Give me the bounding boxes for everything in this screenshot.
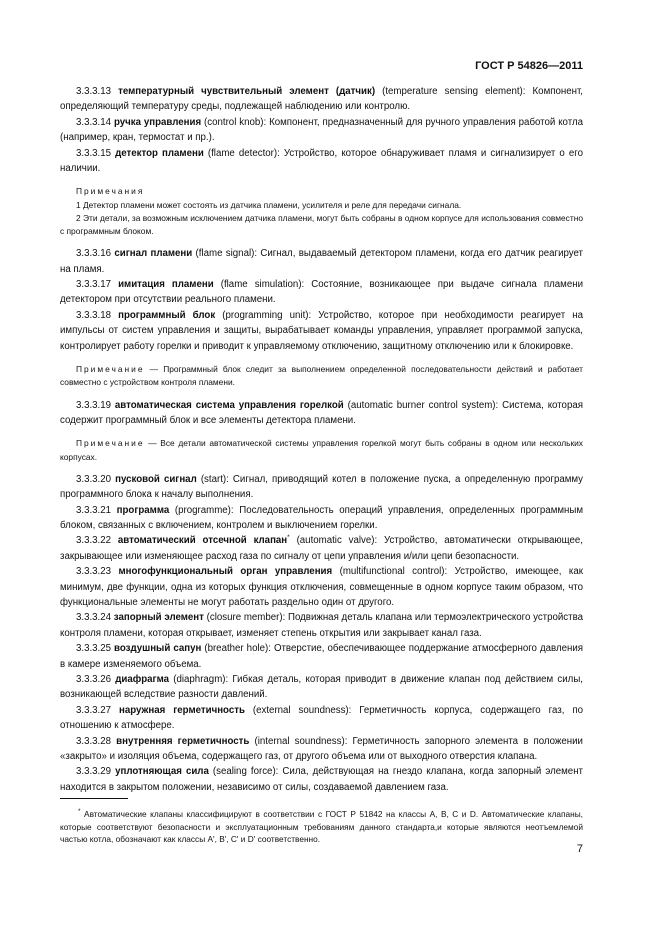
term-name: воздушный сапун <box>114 643 202 655</box>
term-number: 3.3.3.15 <box>76 147 112 159</box>
definition-3-3-3-18 <box>60 308 583 354</box>
footnote-text: Автоматические клапаны классифицируют в соответствии с ГОСТ Р 51842 на классы A, B, C и D. Автоматические клапаны, которые соответствуют безопасности и эксплуатационным требованиям данного стандарта,и которые являются неотъемлемой частью котла, обозначают как классы A', B', C' и D' соответственно. <box>60 809 583 845</box>
note-block-flame-detector <box>60 185 583 238</box>
definition-3-3-3-13 <box>60 84 583 115</box>
term-definition: (closure member): Подвижная деталь клапана или термоэлектрического устройства контроля пламени, которая открывает, изменяет степень открытия или закрывает канал газа. <box>60 612 584 639</box>
note-label: Примечание <box>76 438 145 449</box>
term-number: 3.3.3.25 <box>76 643 112 655</box>
definition-3-3-3-16 <box>60 246 583 277</box>
term-definition: (start): Сигнал, приводящий котел в положение пуска, а определенную программу программного блока к началу выполнения. <box>60 473 583 501</box>
term-name: детектор пламени <box>115 147 204 159</box>
term-number: 3.3.3.24 <box>76 612 112 624</box>
term-definition: (breather hole): Отверстие, обеспечивающее поддержание атмосферного давления в камере изменяемого объема. <box>60 643 583 670</box>
term-definition: (automatic valve): Устройство, автоматически открывающее, закрывающее или изменяющее расход газа по сигналу от цепи управления и/или цепи безопасности. <box>60 535 583 562</box>
term-definition: (multifunctional control): Устройство, имеющее, как минимум, две функции, одна из которых функция отключения, совмещенные в одном корпусе таким образом, что функциональные элементы не могут работать раздельно один от другого. <box>60 566 583 608</box>
definition-3-3-3-15 <box>60 146 583 177</box>
note-text: — Все детали автоматической системы управления горелкой могут быть собраны в одном или нескольких корпусах. <box>60 438 583 462</box>
term-number: 3.3.3.19 <box>76 399 112 411</box>
term-name: диафрагма <box>115 674 170 685</box>
term-number: 3.3.3.28 <box>76 735 112 747</box>
term-number: 3.3.3.14 <box>76 116 112 128</box>
term-name: автоматический отсечной клапан <box>117 535 288 547</box>
term-number: 3.3.3.26 <box>76 674 112 685</box>
definition-3-3-3-19 <box>60 398 583 429</box>
standard-designation: ГОСТ Р 54826—2011 <box>475 60 583 72</box>
term-number: 3.3.3.21 <box>76 504 112 516</box>
footnote-reference: * <box>287 534 290 542</box>
term-name: имитация пламени <box>118 279 214 291</box>
term-name: внутренняя герметичность <box>116 735 250 747</box>
term-name: уплотняющая сила <box>115 766 209 778</box>
note-heading: Примечания <box>76 186 145 197</box>
note-item-2: 2 Эти детали, за возможным исключением датчика пламени, могут быть собраны в одном корпусе для использования совместно с программным блоком. <box>60 212 583 237</box>
term-number: 3.3.3.27 <box>76 704 112 716</box>
term-definition: (internal soundness): Герметичность запорного элемента в положении «закрыто» и изоляция объема, содержащего газ, от другого объема или от выходного отверстия клапана. <box>60 735 583 763</box>
term-number: 3.3.3.22 <box>76 535 112 547</box>
definition-3-3-3-28 <box>60 734 583 765</box>
term-name: пусковой сигнал <box>115 473 197 485</box>
term-name: программа <box>116 504 170 516</box>
term-name: запорный элемент <box>113 612 204 624</box>
term-number: 3.3.3.13 <box>76 86 112 97</box>
definition-3-3-3-22 <box>60 533 583 564</box>
term-name: ручка управления <box>113 116 202 128</box>
term-definition: (diaphragm): Гибкая деталь, которая приводит в движение клапан под действием силы, возникающей вследствие разности давлений. <box>60 674 583 701</box>
term-number: 3.3.3.17 <box>76 279 112 291</box>
term-number: 3.3.3.23 <box>76 566 112 578</box>
term-number: 3.3.3.29 <box>76 766 112 778</box>
page-number: 7 <box>576 843 583 855</box>
definition-3-3-3-14 <box>60 115 583 146</box>
footnote-mark: * <box>78 808 81 816</box>
term-definition: (automatic burner control system): Система, которая содержит программный блок и все элементы детектора пламени. <box>60 399 583 426</box>
term-number: 3.3.3.20 <box>76 473 112 485</box>
definition-3-3-3-27 <box>60 703 583 734</box>
term-definition: (external soundness): Герметичность корпуса, содержащего газ, по отношению к атмосфере. <box>60 704 583 732</box>
term-name: наружная герметичность <box>118 704 245 716</box>
note-burner-control <box>60 437 583 463</box>
definition-3-3-3-26 <box>60 672 583 703</box>
definition-3-3-3-20 <box>60 472 583 503</box>
document-body <box>60 84 583 795</box>
footnote-divider <box>60 798 128 799</box>
term-name: сигнал пламени <box>114 248 193 260</box>
term-definition: (flame simulation): Состояние, возникающее при выдаче сигнала пламени детектором при отсутствии реального пламени. <box>60 279 583 306</box>
term-definition: (programme): Последовательность операций управления, определенных программным блоком, связанных с включением, контролем и выключением горелки. <box>60 504 583 531</box>
term-definition: (sealing force): Сила, действующая на гнездо клапана, когда запорный элемент находится в закрытом положении, независимо от силы, создаваемой давлением газа. <box>60 766 583 793</box>
footnote <box>60 808 583 845</box>
note-item-1: 1 Детектор пламени может состоять из датчика пламени, усилителя и реле для передачи сигнала. <box>76 199 462 210</box>
definition-3-3-3-23 <box>60 564 583 610</box>
page-header <box>60 60 583 72</box>
term-name: многофункциональный орган управления <box>118 566 333 578</box>
term-definition: (flame detector): Устройство, которое обнаруживает пламя и сигнализирует о его наличии. <box>60 147 583 175</box>
term-definition: (control knob): Компонент, предназначенный для ручного управления работой котла (например, кран, термостат и пр.). <box>60 116 583 144</box>
definition-3-3-3-24 <box>60 610 583 641</box>
term-definition: (flame signal): Сигнал, выдаваемый детектором пламени, когда его датчик реагирует на пламя. <box>60 248 583 275</box>
note-text: — Программный блок следит за выполнением определенной последовательности действий и работает совместно с устройством контроля пламени. <box>60 364 583 388</box>
term-definition: (temperature sensing element): Компонент, определяющий температуру среды, подлежащей наблюдению или контролю. <box>60 86 584 113</box>
term-definition: (programming unit): Устройство, которое при необходимости реагирует на импульсы от систем управления и защиты, вырабатывает команды управления, управляет программой запуска, контролирует работу горелки и приводит к управляемому отключению, защитному отключению или к блокировке. <box>60 309 583 352</box>
definition-3-3-3-29 <box>60 764 583 795</box>
term-name: температурный чувствительный элемент (датчик) <box>118 86 376 97</box>
definition-3-3-3-17 <box>60 277 583 308</box>
definition-3-3-3-21 <box>60 503 583 534</box>
definition-3-3-3-25 <box>60 641 583 672</box>
note-programming-unit <box>60 363 583 389</box>
term-name: автоматическая система управления горелкой <box>114 399 344 411</box>
term-name: программный блок <box>118 309 216 321</box>
term-number: 3.3.3.16 <box>76 248 112 260</box>
note-label: Примечание <box>76 364 145 375</box>
term-number: 3.3.3.18 <box>76 309 112 321</box>
